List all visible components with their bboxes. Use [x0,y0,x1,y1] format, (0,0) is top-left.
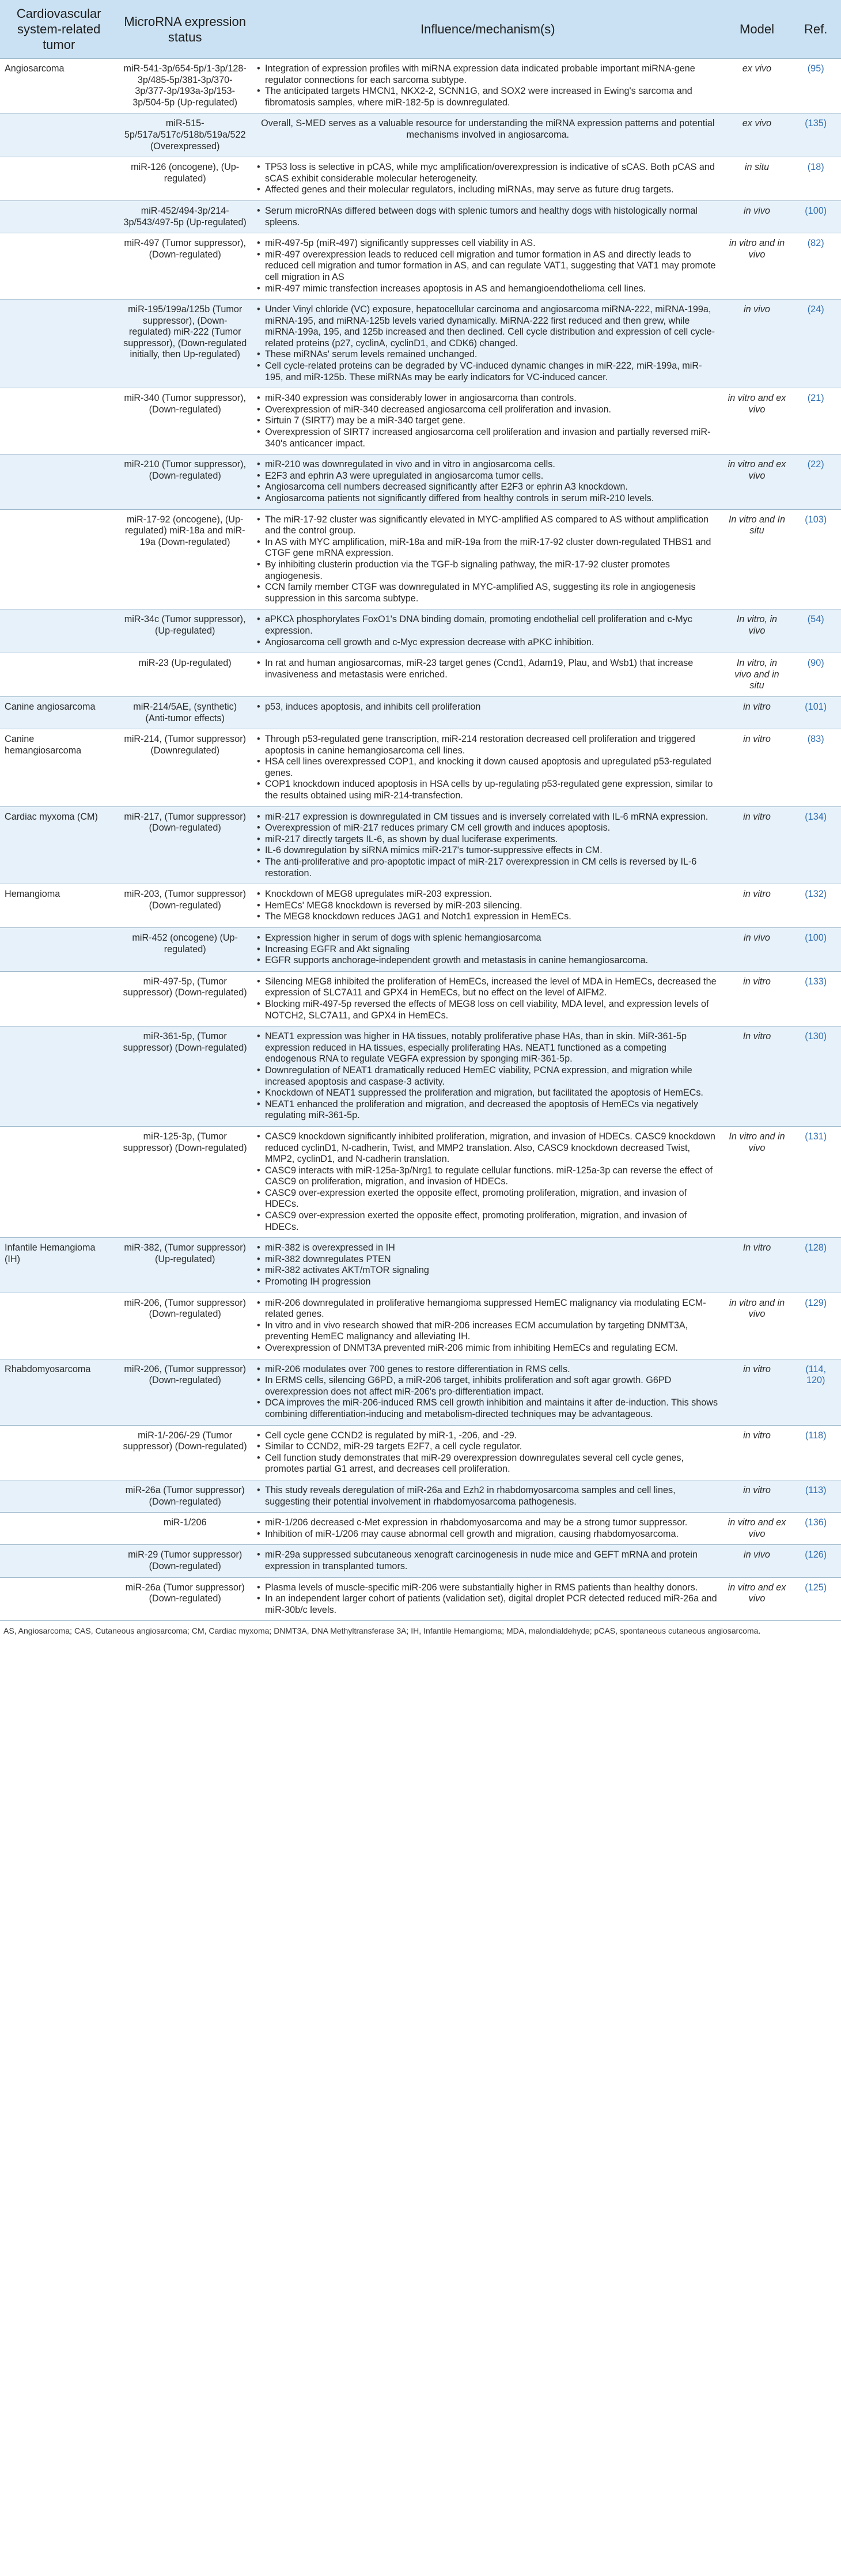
influence-cell [252,113,723,157]
influence-item: • These miRNAs' serum levels remained unchanged. [257,349,719,361]
influence-item: • Overexpression of SIRT7 increased angiosarcoma cell proliferation and invasion and partially reversed miR-340's anticancer impact. [257,427,719,449]
table-row [0,59,841,113]
tumor-cell [0,300,118,388]
influence-cell [252,609,723,653]
tumor-cell [0,454,118,509]
influence-item: • COP1 knockdown induced apoptosis in HSA cells by up-regulating p53-regulated gene expression, similar to the results obtained using miR-214-transfection. [257,779,719,801]
table-row [0,157,841,201]
influence-item: • miR-382 is overexpressed in IH [257,1242,719,1254]
tumor-cell [0,1480,118,1512]
table-row [0,1513,841,1545]
mirna-cell: miR-17-92 (oncogene), (Up-regulated) miR-18a and miR-19a (Down-regulated) [118,509,252,609]
model-cell: in vitro and in vivo [723,1293,791,1359]
model-cell: in vitro and ex vivo [723,388,791,454]
tumor-cell: Infantile Hemangioma (IH) [0,1238,118,1293]
influence-cell [252,454,723,509]
influence-item: • miR-382 activates AKT/mTOR signaling [257,1265,719,1276]
table-row [0,806,841,884]
mirna-cell: miR-382, (Tumor suppressor) (Up-regulated) [118,1238,252,1293]
influence-list [257,658,719,680]
influence-item: • Through p53-regulated gene transcription, miR-214 restoration decreased cell proliferation and triggered apoptosis in canine hemangiosarcoma cell lines. [257,734,719,756]
mirna-cell: miR-217, (Tumor suppressor) (Down-regulated) [118,806,252,884]
header-model: Model [723,0,791,59]
tumor-cell: Hemangioma [0,884,118,928]
influence-list [257,976,719,1021]
influence-item: • Serum microRNAs differed between dogs with splenic tumors and healthy dogs with histologically normal spleens. [257,206,719,228]
influence-cell [252,729,723,807]
influence-list [257,393,719,449]
influence-cell [252,1480,723,1512]
ref-cell: (135) [790,113,841,157]
influence-list [257,614,719,648]
model-cell: in situ [723,157,791,201]
mirna-cell: miR-340 (Tumor suppressor), (Down-regulated) [118,388,252,454]
tumor-cell [0,1126,118,1237]
influence-item: • Angiosarcoma cell growth and c-Myc expression decrease with aPKC inhibition. [257,637,719,649]
table-body [0,59,841,1621]
model-cell: In vitro [723,1026,791,1127]
tumor-cell [0,1293,118,1359]
influence-list [257,1298,719,1354]
influence-cell [252,696,723,729]
influence-list [257,1031,719,1122]
influence-item: • HemECs' MEG8 knockdown is reversed by miR-203 silencing. [257,900,719,912]
ref-cell: (134) [790,806,841,884]
influence-cell [252,388,723,454]
table-row [0,1126,841,1237]
ref-cell: (130) [790,1026,841,1127]
influence-list [257,1582,719,1616]
tumor-cell [0,1577,118,1621]
ref-cell: (118) [790,1425,841,1480]
influence-item: • CASC9 over-expression exerted the opposite effect, promoting proliferation, migration, and invasion of HDECs. [257,1188,719,1210]
mirna-cell: miR-125-3p, (Tumor suppressor) (Down-regulated) [118,1126,252,1237]
influence-cell [252,509,723,609]
influence-list [257,1430,719,1475]
influence-list [257,1364,719,1420]
mirna-cell: miR-452/494-3p/214-3p/543/497-5p (Up-regulated) [118,200,252,233]
influence-list [257,1517,719,1540]
influence-list [257,812,719,880]
model-cell: in vitro [723,806,791,884]
ref-cell: (126) [790,1545,841,1577]
ref-cell: (54) [790,609,841,653]
mirna-cell: miR-515-5p/517a/517c/518b/519a/522 (Overexpressed) [118,113,252,157]
mirna-cell: miR-497 (Tumor suppressor), (Down-regulated) [118,233,252,300]
influence-item: • CASC9 interacts with miR-125a-3p/Nrg1 to regulate cellular functions. miR-125a-3p can reverse the effect of CASC9 on proliferation, migration, and invasion of HDECs. [257,1165,719,1188]
influence-item: • By inhibiting clusterin production via the TGF-b signaling pathway, the miR-17-92 cluster promotes angiogenesis. [257,559,719,582]
influence-list [257,514,719,605]
tumor-cell [0,157,118,201]
influence-item: • miR-217 expression is downregulated in CM tissues and is inversely correlated with IL-6 mRNA expression. [257,812,719,823]
tumor-cell: Canine angiosarcoma [0,696,118,729]
header-ref: Ref. [790,0,841,59]
tumor-cell: Angiosarcoma [0,59,118,113]
ref-cell: (103) [790,509,841,609]
influence-cell [252,1238,723,1293]
influence-item: • miR-497 mimic transfection increases apoptosis in AS and hemangioendothelioma cell lines. [257,283,719,295]
ref-cell: (131) [790,1126,841,1237]
influence-item: • Under Vinyl chloride (VC) exposure, hepatocellular carcinoma and angiosarcoma miRNA-222, miRNA-199a, miRNA-195, and miRNA-125b levels varied dynamically. MiRNA-222 first reduced and then grew, while miRNA-199a, 195, and 125b increased and then declined. Cell cycle distribution and expression of cell cycle-related proteins (p27, cyclinA, cyclinD1, and CDK6) changed. [257,304,719,349]
influence-item: • miR-1/206 decreased c-Met expression in rhabdomyosarcoma and may be a strong tumor suppressor. [257,1517,719,1529]
model-cell: in vitro [723,971,791,1026]
tumor-cell [0,200,118,233]
model-cell: in vivo [723,1545,791,1577]
model-cell: in vitro [723,884,791,928]
mirna-cell: miR-214, (Tumor suppressor) (Downregulated) [118,729,252,807]
influence-item: • Knockdown of MEG8 upregulates miR-203 expression. [257,889,719,900]
model-cell: in vitro and ex vivo [723,454,791,509]
influence-item: • This study reveals deregulation of miR-26a and Ezh2 in rhabdomyosarcoma samples and cell lines, suggesting their potential involvement in rhabdomyosarcoma pathogenesis. [257,1485,719,1507]
influence-list [257,162,719,196]
influence-item: • Similar to CCND2, miR-29 targets E2F7, a cell cycle regulator. [257,1441,719,1453]
tumor-cell [0,509,118,609]
ref-cell: (133) [790,971,841,1026]
influence-list [257,304,719,383]
influence-item: • Integration of expression profiles with miRNA expression data indicated probable important miRNA-gene regulator connections for each sarcoma subtype. [257,63,719,86]
influence-cell [252,157,723,201]
table-row [0,696,841,729]
ref-cell: (24) [790,300,841,388]
influence-item: • CASC9 knockdown significantly inhibited proliferation, migration, and invasion of HDECs. CASC9 knockdown reduced cyclinD1, N-cadherin, Twist, and MMP2 translation. Also, CASC9 knockdown decreased Twist, MMP2, cyclinD1, and N-cadherin translation. [257,1131,719,1165]
influence-cell [252,1545,723,1577]
table-row [0,971,841,1026]
model-cell: In vitro, in vivo [723,609,791,653]
table-row [0,1293,841,1359]
model-cell: in vitro [723,729,791,807]
influence-item: • miR-210 was downregulated in vivo and in vitro in angiosarcoma cells. [257,459,719,471]
table-footnote: AS, Angiosarcoma; CAS, Cutaneous angiosarcoma; CM, Cardiac myxoma; DNMT3A, DNA Methyltransferase 3A; IH, Infantile Hemangioma; MDA, malondialdehyde; pCAS, spontaneous cutaneous angiosarcoma. [3,1626,761,1636]
influence-list [257,1550,719,1572]
table-row [0,729,841,807]
influence-item: • Promoting IH progression [257,1276,719,1288]
model-cell: in vitro and ex vivo [723,1577,791,1621]
influence-item: • Expression higher in serum of dogs with splenic hemangiosarcoma [257,933,719,944]
model-cell: in vitro [723,696,791,729]
tumor-cell [0,1545,118,1577]
influence-item: • Overexpression of miR-217 reduces primary CM cell growth and induces apoptosis. [257,823,719,834]
influence-item: • Cell cycle-related proteins can be degraded by VC-induced dynamic changes in miR-222, miR-199a, miR-195, and miR-125b. These miRNAs may be early indicators for VC-induced cancer. [257,361,719,383]
model-cell: in vitro [723,1359,791,1425]
table-row [0,653,841,697]
influence-item: • In AS with MYC amplification, miR-18a and miR-19a from the miR-17-92 cluster down-regulated THBS1 and CTGF gene mRNA expression. [257,537,719,559]
influence-item: • In an independent larger cohort of patients (validation set), digital droplet PCR detected reduced miR-26a and miR-30b/c levels. [257,1593,719,1616]
ref-cell: (136) [790,1513,841,1545]
table-row [0,113,841,157]
influence-item: • The MEG8 knockdown reduces JAG1 and Notch1 expression in HemECs. [257,911,719,923]
influence-item: • Angiosarcoma cell numbers decreased significantly after E2F3 or ephrin A3 knockdown. [257,482,719,493]
ref-cell: (129) [790,1293,841,1359]
model-cell: in vivo [723,300,791,388]
mirna-cell: miR-26a (Tumor suppressor) (Down-regulated) [118,1480,252,1512]
influence-item: • Angiosarcoma patients not significantly differed from healthy controls in serum miR-210 levels. [257,493,719,505]
influence-cell [252,1425,723,1480]
influence-item: • IL-6 downregulation by siRNA mimics miR-217's tumor-suppressive effects in CM. [257,845,719,857]
influence-item: • E2F3 and ephrin A3 were upregulated in angiosarcoma tumor cells. [257,471,719,482]
influence-cell [252,59,723,113]
influence-item: • CASC9 over-expression exerted the opposite effect, promoting proliferation, migration, and invasion of HDECs. [257,1210,719,1233]
table-row [0,1577,841,1621]
ref-cell: (101) [790,696,841,729]
mirna-cell: miR-1/-206/-29 (Tumor suppressor) (Down-regulated) [118,1425,252,1480]
ref-cell: (95) [790,59,841,113]
tumor-cell [0,1425,118,1480]
influence-list [257,1242,719,1287]
mirna-cell: miR-203, (Tumor suppressor) (Down-regulated) [118,884,252,928]
influence-cell [252,806,723,884]
influence-cell [252,233,723,300]
tumor-cell: Canine hemangiosarcoma [0,729,118,807]
mirna-cell: miR-452 (oncogene) (Up-regulated) [118,928,252,972]
ref-cell: (100) [790,200,841,233]
tumor-cell [0,928,118,972]
tumor-cell [0,233,118,300]
influence-item: • CCN family member CTGF was downregulated in MYC-amplified AS, suggesting its role in angiogenesis suppression in this sarcoma subtype. [257,582,719,604]
mirna-cell: miR-361-5p, (Tumor suppressor) (Down-regulated) [118,1026,252,1127]
model-cell: In vitro and in vivo [723,1126,791,1237]
mirna-cell: miR-206, (Tumor suppressor) (Down-regulated) [118,1293,252,1359]
influence-item: • Cell function study demonstrates that miR-29 overexpression downregulates several cell cycle genes, promotes partial G1 arrest, and decreases cell proliferation. [257,1453,719,1475]
influence-item: • miR-497-5p (miR-497) significantly suppresses cell viability in AS. [257,238,719,249]
mirna-cell: miR-497-5p, (Tumor suppressor) (Down-regulated) [118,971,252,1026]
influence-item: • DCA improves the miR-206-induced RMS cell growth inhibition and maintains it after de-induction. This shows combining differentiation-inducing and metabolism-directed techniques may be advantageous. [257,1397,719,1420]
model-cell: in vitro [723,1425,791,1480]
influence-cell [252,1293,723,1359]
ref-cell: (90) [790,653,841,697]
header-mirna: MicroRNA expression status [118,0,252,59]
header-influence: Influence/mechanism(s) [252,0,723,59]
table-header-row [0,0,841,59]
influence-item: • TP53 loss is selective in pCAS, while myc amplification/overexpression is indicative of sCAS. Both pCAS and sCAS exhibit considerable molecular heterogeneity. [257,162,719,184]
table-row [0,884,841,928]
influence-cell [252,884,723,928]
ref-cell: (21) [790,388,841,454]
model-cell: In vitro and In situ [723,509,791,609]
ref-cell: (100) [790,928,841,972]
model-cell: In vitro [723,1238,791,1293]
mirna-cell: miR-126 (oncogene), (Up-regulated) [118,157,252,201]
influence-item: • The anticipated targets HMCN1, NKX2-2, SCNN1G, and SOX2 were increased in Ewing's sarcoma and fibromatosis samples, where miR-182-5p is downregulated. [257,86,719,108]
influence-item: • Downregulation of NEAT1 dramatically reduced HemEC viability, PCNA expression, and migration while increased apoptosis and caspase-3 activity. [257,1065,719,1088]
tumor-cell [0,388,118,454]
table-row [0,200,841,233]
influence-cell [252,1126,723,1237]
influence-item: • HSA cell lines overexpressed COP1, and knocking it down caused apoptosis and upregulated p53-regulated genes. [257,756,719,779]
ref-cell: (114, 120) [790,1359,841,1425]
model-cell: ex vivo [723,113,791,157]
influence-item: • aPKCλ phosphorylates FoxO1's DNA binding domain, promoting endothelial cell proliferation and c-Myc expression. [257,614,719,637]
tumor-cell: Rhabdomyosarcoma [0,1359,118,1425]
influence-item: • miR-206 modulates over 700 genes to restore differentiation in RMS cells. [257,1364,719,1376]
table-row [0,300,841,388]
ref-cell: (113) [790,1480,841,1512]
influence-list [257,702,719,713]
influence-item: • Silencing MEG8 inhibited the proliferation of HemECs, increased the level of MDA in HemECs, decreased the expression of SLC7A11 and GPX4 in HemECs, but no effect on the level of AIFM2. [257,976,719,999]
influence-item: • miR-340 expression was considerably lower in angiosarcoma than controls. [257,393,719,404]
influence-item: • miR-29a suppressed subcutaneous xenograft carcinogenesis in nude mice and GEFT mRNA and protein expression in transplanted tumors. [257,1550,719,1572]
header-tumor: Cardiovascular system-related tumor [0,0,118,59]
influence-item: • EGFR supports anchorage-independent growth and metastasis in canine hemangiosarcoma. [257,955,719,967]
mirna-cell: miR-541-3p/654-5p/1-3p/128-3p/485-5p/381-3p/370-3p/377-3p/193a-3p/153-3p/504-5p (Up-regulated) [118,59,252,113]
table-row [0,1480,841,1512]
ref-cell: (132) [790,884,841,928]
influence-cell [252,300,723,388]
influence-item: • p53, induces apoptosis, and inhibits cell proliferation [257,702,719,713]
influence-item: • Plasma levels of muscle-specific miR-206 were substantially higher in RMS patients than healthy donors. [257,1582,719,1594]
influence-item: • Increasing EGFR and Akt signaling [257,944,719,956]
influence-list [257,1485,719,1507]
model-cell: in vivo [723,200,791,233]
ref-cell: (128) [790,1238,841,1293]
influence-cell [252,1359,723,1425]
influence-list [257,933,719,967]
influence-cell [252,928,723,972]
influence-item: • miR-217 directly targets IL-6, as shown by dual luciferase experiments. [257,834,719,846]
tumor-cell [0,1026,118,1127]
mirna-cell: miR-34c (Tumor suppressor), (Up-regulated) [118,609,252,653]
influence-list [257,734,719,802]
table-row [0,928,841,972]
influence-list [257,63,719,108]
influence-item: • Affected genes and their molecular regulators, including miRNAs, may serve as future drug targets. [257,184,719,196]
model-cell: in vivo [723,928,791,972]
mirna-cell: miR-206, (Tumor suppressor) (Down-regulated) [118,1359,252,1425]
influence-item: • miR-382 downregulates PTEN [257,1254,719,1266]
influence-cell [252,1026,723,1127]
model-cell: ex vivo [723,59,791,113]
table-row [0,1359,841,1425]
table-row [0,1238,841,1293]
influence-item: • miR-206 downregulated in proliferative hemangioma suppressed HemEC malignancy via modulating ECM-related genes. [257,1298,719,1320]
influence-item: • Inhibition of miR-1/206 may cause abnormal cell growth and migration, causing rhabdomyosarcoma. [257,1529,719,1540]
mirna-cell: miR-26a (Tumor suppressor) (Down-regulated) [118,1577,252,1621]
influence-item: • NEAT1 expression was higher in HA tissues, notably proliferative phase HAs, than in skin. MiR-361-5p expression reduced in HA tissues, especially proliferating HAs. NEAT1 functioned as a competing endogenous RNA to regulate VEGFA expression by sponging miR-361-5p. [257,1031,719,1065]
table-row [0,609,841,653]
influence-list [257,459,719,504]
mirna-cell: miR-29 (Tumor suppressor) (Down-regulated) [118,1545,252,1577]
mirna-cell: miR-214/5AE, (synthetic) (Anti-tumor effects) [118,696,252,729]
mirna-cell: miR-210 (Tumor suppressor), (Down-regulated) [118,454,252,509]
influence-list [257,238,719,294]
table-row [0,1026,841,1127]
mirna-cell: miR-23 (Up-regulated) [118,653,252,697]
model-cell: in vitro and ex vivo [723,1513,791,1545]
influence-cell [252,971,723,1026]
influence-list [257,206,719,228]
table-row [0,454,841,509]
tumor-cell [0,609,118,653]
table-row [0,1545,841,1577]
influence-item: • In rat and human angiosarcomas, miR-23 target genes (Ccnd1, Adam19, Plau, and Wsb1) that increase invasiveness and metastasis were enriched. [257,658,719,680]
influence-item: • Sirtuin 7 (SIRT7) may be a miR-340 target gene. [257,415,719,427]
influence-list [257,1131,719,1233]
tumor-cell [0,113,118,157]
ref-cell: (83) [790,729,841,807]
mirna-cell: miR-195/199a/125b (Tumor suppressor), (Down-regulated) miR-222 (Tumor suppressor), (Down-regulated initially, then Up-regulated) [118,300,252,388]
influence-item: • Blocking miR-497-5p reversed the effects of MEG8 loss on cell viability, MDA level, and expression levels of NOTCH2, SLC7A11, and GPX4 in HemECs. [257,999,719,1021]
tumor-cell [0,971,118,1026]
table-row [0,509,841,609]
influence-list [257,889,719,923]
influence-cell [252,653,723,697]
table-row [0,388,841,454]
mirna-cell: miR-1/206 [118,1513,252,1545]
influence-item: • miR-497 overexpression leads to reduced cell migration and tumor formation in AS and directly leads to reduced cell migration and tumor formation in AS, and can regulate VAT1, suggesting that VAT1 may promote cell migration in AS [257,249,719,283]
ref-cell: (22) [790,454,841,509]
influence-item: • The miR-17-92 cluster was significantly elevated in MYC-amplified AS compared to AS without amplification and the control group. [257,514,719,537]
model-cell: In vitro, in vivo and in situ [723,653,791,697]
influence-cell [252,200,723,233]
table-row [0,233,841,300]
influence-text: Overall, S-MED serves as a valuable resource for understanding the miRNA expression patterns and potential mechanisms involved in angiosarcoma. [261,118,715,140]
influence-item: • Cell cycle gene CCND2 is regulated by miR-1, -206, and -29. [257,1430,719,1442]
influence-item: • In vitro and in vivo research showed that miR-206 increases ECM accumulation by targeting DNMT3A, preventing HemEC malignancy and alleviating IH. [257,1320,719,1343]
ref-cell: (125) [790,1577,841,1621]
influence-item: • Overexpression of DNMT3A prevented miR-206 mimic from inhibiting HemECs and regulating ECM. [257,1343,719,1354]
model-cell: in vitro [723,1480,791,1512]
influence-item: • Knockdown of NEAT1 suppressed the proliferation and migration, but facilitated the apoptosis of HemECs. [257,1088,719,1099]
influence-cell [252,1513,723,1545]
influence-item: • NEAT1 enhanced the proliferation and migration, and decreased the apoptosis of HemECs via negatively regulating miR-361-5p. [257,1099,719,1122]
influence-item: • The anti-proliferative and pro-apoptotic impact of miR-217 overexpression in CM cells is reversed by IL-6 restoration. [257,857,719,879]
influence-item: • Overexpression of miR-340 decreased angiosarcoma cell proliferation and invasion. [257,404,719,416]
model-cell: in vitro and in vivo [723,233,791,300]
ref-cell: (18) [790,157,841,201]
tumor-cell: Cardiac myxoma (CM) [0,806,118,884]
influence-cell [252,1577,723,1621]
table-row [0,1425,841,1480]
ref-cell: (82) [790,233,841,300]
tumor-cell [0,653,118,697]
influence-item: • In ERMS cells, silencing G6PD, a miR-206 target, inhibits proliferation and soft agar growth. G6PD overexpression does not affect miR-206's pro-differentiation impact. [257,1375,719,1397]
tumor-cell [0,1513,118,1545]
